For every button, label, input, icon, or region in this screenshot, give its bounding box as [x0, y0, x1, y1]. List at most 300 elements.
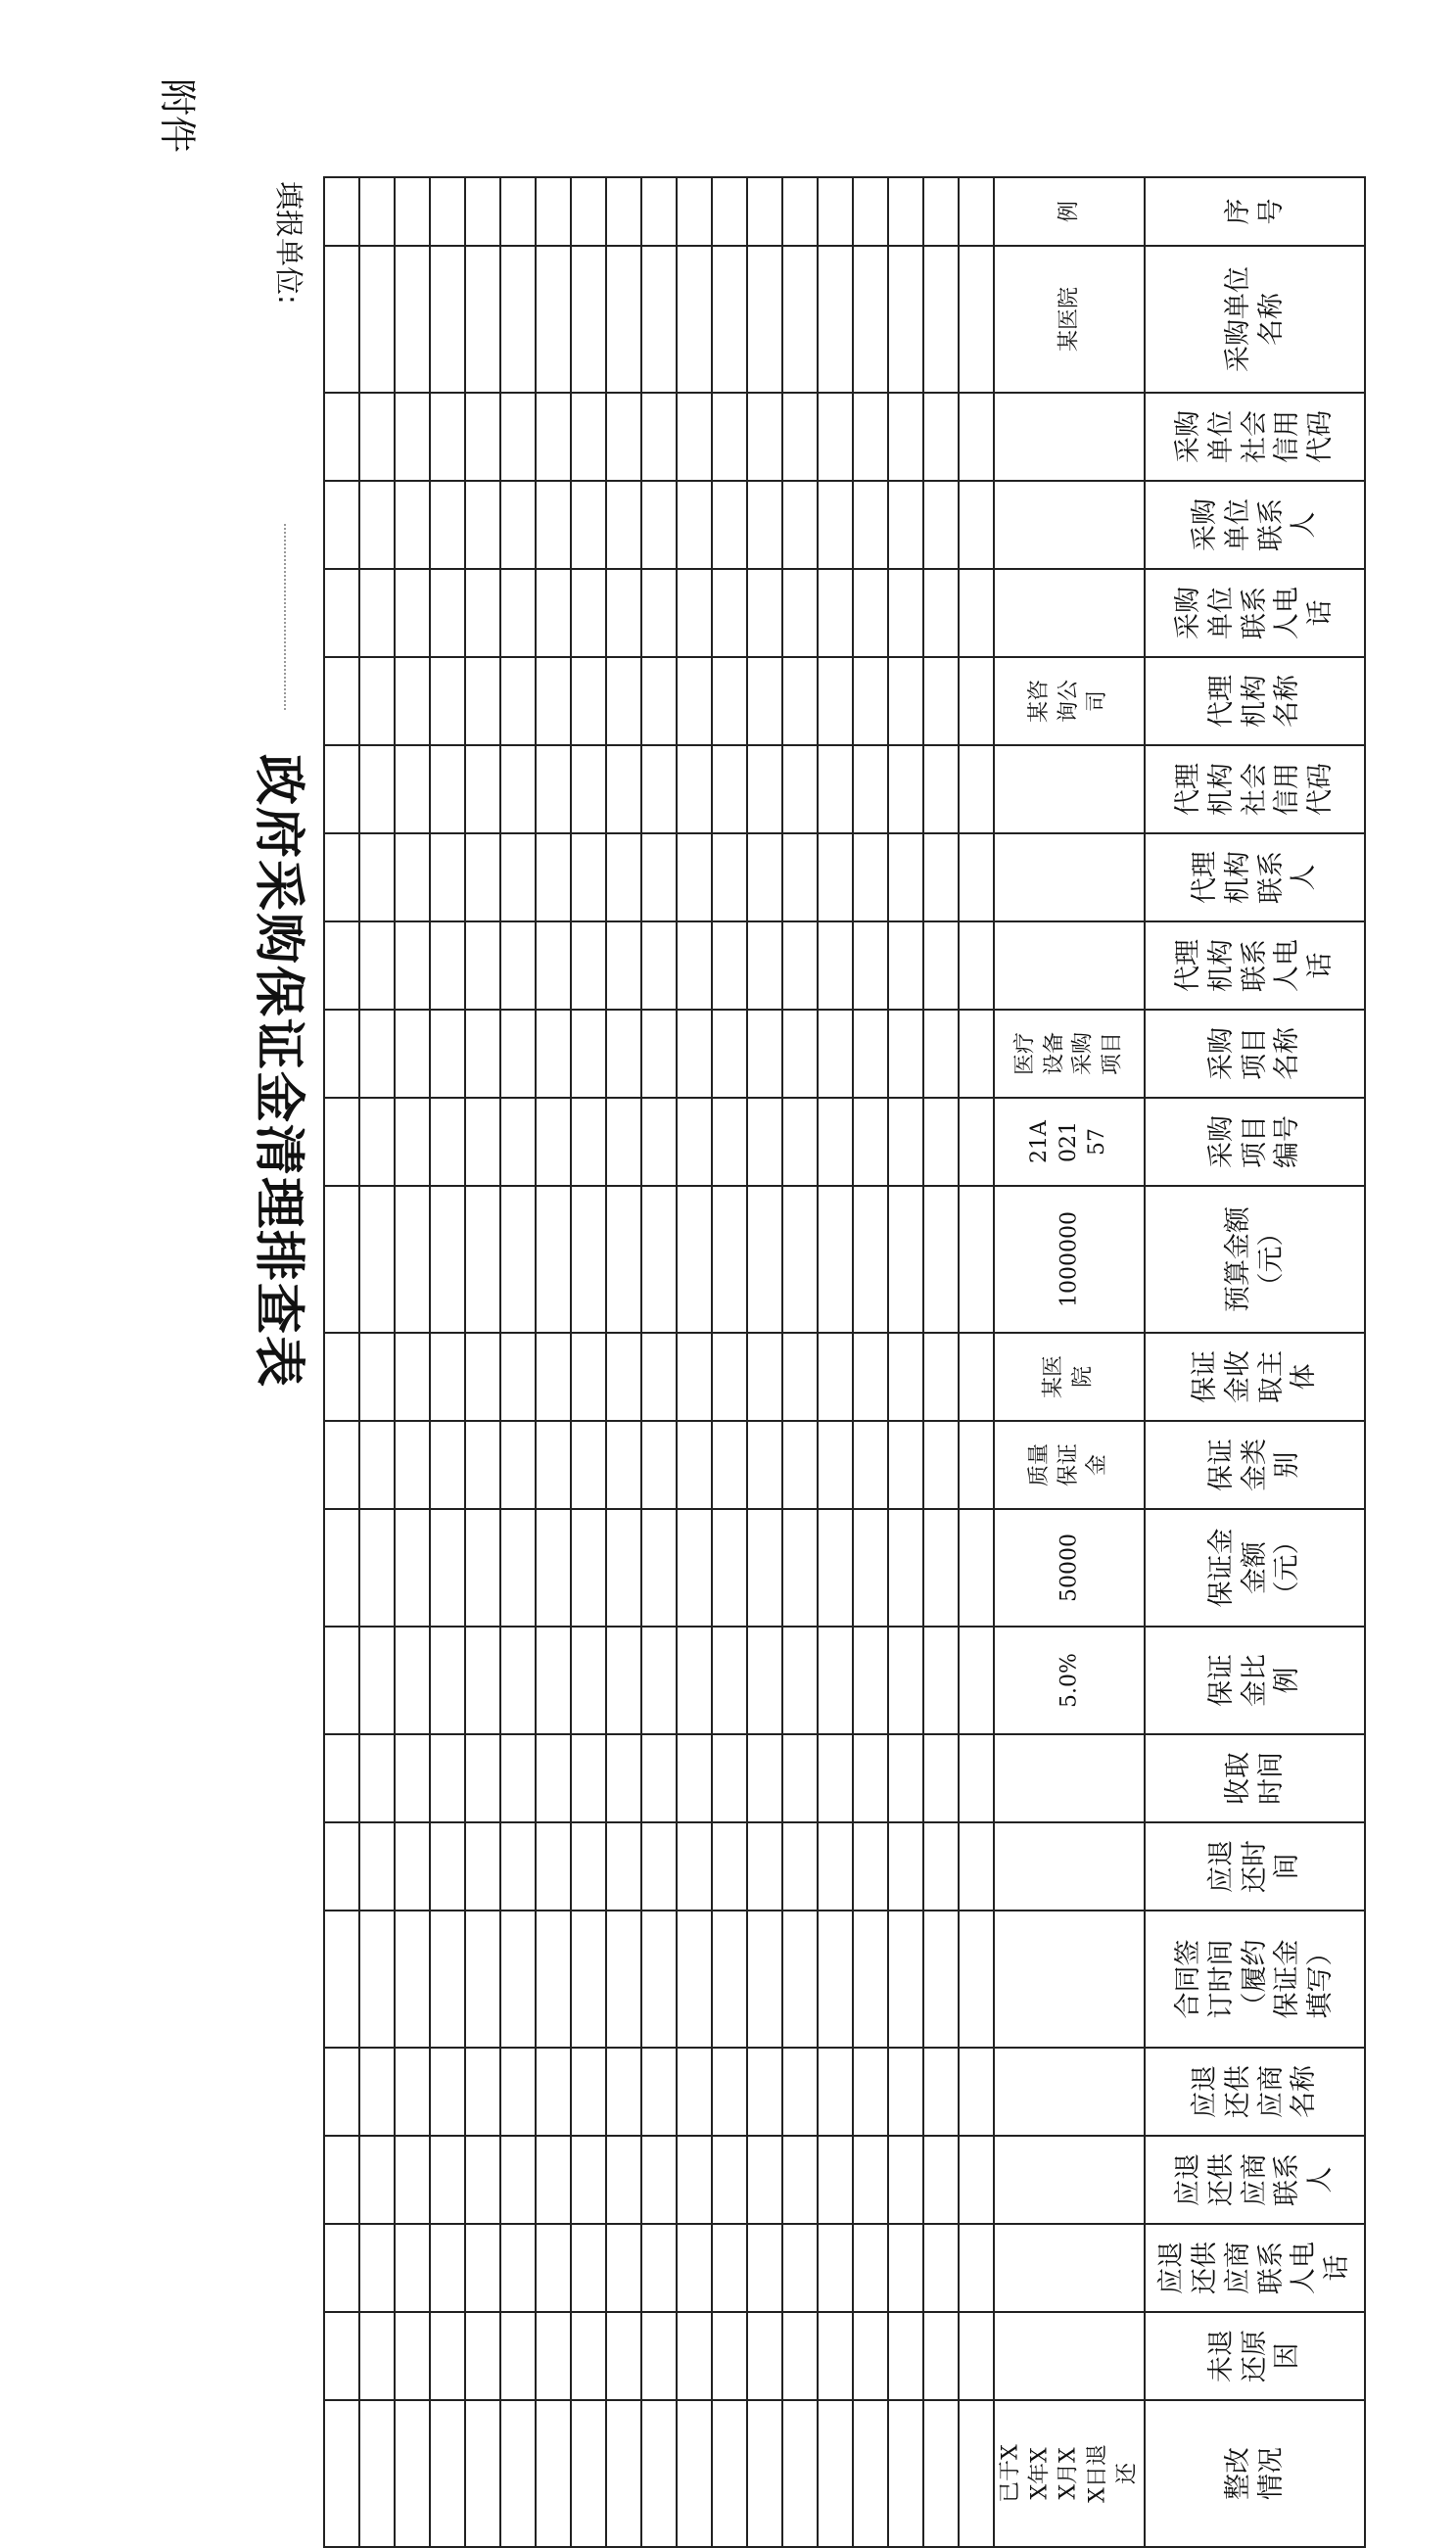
- empty-cell[interactable]: [536, 921, 571, 1010]
- empty-cell[interactable]: [430, 2400, 465, 2547]
- empty-cell[interactable]: [500, 1734, 536, 1822]
- empty-cell[interactable]: [641, 2400, 677, 2547]
- empty-cell[interactable]: [712, 1333, 747, 1421]
- empty-cell[interactable]: [677, 1010, 712, 1098]
- empty-cell[interactable]: [641, 481, 677, 569]
- empty-cell[interactable]: [500, 745, 536, 833]
- empty-cell[interactable]: [465, 569, 500, 657]
- empty-cell[interactable]: [359, 833, 395, 921]
- empty-cell[interactable]: [430, 1186, 465, 1333]
- empty-cell[interactable]: [677, 2312, 712, 2400]
- empty-cell[interactable]: [500, 1186, 536, 1333]
- empty-cell[interactable]: [818, 1421, 853, 1509]
- empty-cell[interactable]: [677, 1421, 712, 1509]
- empty-cell[interactable]: [465, 1911, 500, 2048]
- empty-cell[interactable]: [395, 1911, 430, 2048]
- empty-cell[interactable]: [641, 2224, 677, 2312]
- empty-cell[interactable]: [324, 2400, 359, 2547]
- empty-cell[interactable]: [853, 393, 888, 481]
- empty-cell[interactable]: [536, 1421, 571, 1509]
- empty-cell[interactable]: [641, 1186, 677, 1333]
- empty-cell[interactable]: [430, 1010, 465, 1098]
- empty-cell[interactable]: [324, 1627, 359, 1734]
- empty-cell[interactable]: [430, 1333, 465, 1421]
- empty-cell[interactable]: [818, 833, 853, 921]
- empty-cell[interactable]: [500, 177, 536, 246]
- empty-cell[interactable]: [500, 1627, 536, 1734]
- empty-cell[interactable]: [959, 569, 994, 657]
- empty-cell[interactable]: [359, 1911, 395, 2048]
- empty-cell[interactable]: [465, 833, 500, 921]
- empty-cell[interactable]: [606, 1911, 641, 2048]
- empty-cell[interactable]: [747, 1186, 782, 1333]
- empty-cell[interactable]: [430, 1098, 465, 1186]
- empty-cell[interactable]: [853, 1421, 888, 1509]
- empty-cell[interactable]: [359, 246, 395, 393]
- empty-cell[interactable]: [430, 1627, 465, 1734]
- empty-cell[interactable]: [500, 481, 536, 569]
- empty-cell[interactable]: [853, 1098, 888, 1186]
- empty-cell[interactable]: [888, 1509, 923, 1627]
- empty-cell[interactable]: [571, 2400, 606, 2547]
- empty-cell[interactable]: [465, 1098, 500, 1186]
- empty-cell[interactable]: [465, 1509, 500, 1627]
- empty-cell[interactable]: [888, 1098, 923, 1186]
- empty-cell[interactable]: [500, 2312, 536, 2400]
- empty-cell[interactable]: [853, 569, 888, 657]
- empty-cell[interactable]: [359, 657, 395, 745]
- empty-cell[interactable]: [853, 2224, 888, 2312]
- empty-cell[interactable]: [853, 2136, 888, 2224]
- empty-cell[interactable]: [606, 745, 641, 833]
- empty-cell[interactable]: [747, 1010, 782, 1098]
- empty-cell[interactable]: [641, 1734, 677, 1822]
- empty-cell[interactable]: [571, 1333, 606, 1421]
- empty-cell[interactable]: [888, 1333, 923, 1421]
- empty-cell[interactable]: [818, 745, 853, 833]
- empty-cell[interactable]: [923, 1734, 959, 1822]
- empty-cell[interactable]: [465, 177, 500, 246]
- empty-cell[interactable]: [500, 2400, 536, 2547]
- empty-cell[interactable]: [782, 1911, 818, 2048]
- empty-cell[interactable]: [500, 1010, 536, 1098]
- empty-cell[interactable]: [923, 1333, 959, 1421]
- empty-cell[interactable]: [782, 393, 818, 481]
- empty-cell[interactable]: [571, 246, 606, 393]
- empty-cell[interactable]: [571, 481, 606, 569]
- empty-cell[interactable]: [712, 393, 747, 481]
- empty-cell[interactable]: [712, 745, 747, 833]
- empty-cell[interactable]: [747, 393, 782, 481]
- empty-cell[interactable]: [395, 569, 430, 657]
- empty-cell[interactable]: [359, 393, 395, 481]
- empty-cell[interactable]: [641, 177, 677, 246]
- empty-cell[interactable]: [818, 2312, 853, 2400]
- empty-cell[interactable]: [359, 481, 395, 569]
- empty-cell[interactable]: [747, 1421, 782, 1509]
- empty-cell[interactable]: [606, 833, 641, 921]
- empty-cell[interactable]: [712, 2312, 747, 2400]
- empty-cell[interactable]: [536, 657, 571, 745]
- empty-cell[interactable]: [430, 393, 465, 481]
- empty-cell[interactable]: [888, 1734, 923, 1822]
- empty-cell[interactable]: [395, 1421, 430, 1509]
- empty-cell[interactable]: [959, 1333, 994, 1421]
- empty-cell[interactable]: [324, 1333, 359, 1421]
- empty-cell[interactable]: [712, 1734, 747, 1822]
- empty-cell[interactable]: [641, 1822, 677, 1911]
- empty-cell[interactable]: [359, 745, 395, 833]
- empty-cell[interactable]: [571, 1010, 606, 1098]
- empty-cell[interactable]: [712, 2400, 747, 2547]
- empty-cell[interactable]: [853, 1186, 888, 1333]
- empty-cell[interactable]: [712, 177, 747, 246]
- empty-cell[interactable]: [923, 1010, 959, 1098]
- empty-cell[interactable]: [395, 1734, 430, 1822]
- empty-cell[interactable]: [782, 833, 818, 921]
- empty-cell[interactable]: [782, 921, 818, 1010]
- empty-cell[interactable]: [571, 2224, 606, 2312]
- empty-cell[interactable]: [571, 2312, 606, 2400]
- empty-cell[interactable]: [500, 1421, 536, 1509]
- empty-cell[interactable]: [395, 2136, 430, 2224]
- empty-cell[interactable]: [324, 833, 359, 921]
- empty-cell[interactable]: [606, 1098, 641, 1186]
- empty-cell[interactable]: [782, 481, 818, 569]
- empty-cell[interactable]: [923, 1822, 959, 1911]
- empty-cell[interactable]: [536, 1627, 571, 1734]
- empty-cell[interactable]: [712, 1186, 747, 1333]
- empty-cell[interactable]: [641, 246, 677, 393]
- empty-cell[interactable]: [712, 569, 747, 657]
- empty-cell[interactable]: [606, 393, 641, 481]
- empty-cell[interactable]: [712, 1509, 747, 1627]
- empty-cell[interactable]: [818, 1911, 853, 2048]
- empty-cell[interactable]: [500, 921, 536, 1010]
- empty-cell[interactable]: [395, 2312, 430, 2400]
- empty-cell[interactable]: [536, 2400, 571, 2547]
- empty-cell[interactable]: [923, 1421, 959, 1509]
- empty-cell[interactable]: [359, 2224, 395, 2312]
- empty-cell[interactable]: [853, 177, 888, 246]
- empty-cell[interactable]: [923, 393, 959, 481]
- empty-cell[interactable]: [959, 393, 994, 481]
- empty-cell[interactable]: [888, 569, 923, 657]
- empty-cell[interactable]: [571, 569, 606, 657]
- empty-cell[interactable]: [747, 1911, 782, 2048]
- empty-cell[interactable]: [430, 745, 465, 833]
- empty-cell[interactable]: [324, 481, 359, 569]
- empty-cell[interactable]: [888, 1822, 923, 1911]
- empty-cell[interactable]: [536, 1911, 571, 2048]
- empty-cell[interactable]: [536, 1010, 571, 1098]
- empty-cell[interactable]: [465, 2136, 500, 2224]
- empty-cell[interactable]: [430, 2312, 465, 2400]
- empty-cell[interactable]: [923, 1627, 959, 1734]
- empty-cell[interactable]: [747, 2136, 782, 2224]
- empty-cell[interactable]: [923, 246, 959, 393]
- empty-cell[interactable]: [747, 921, 782, 1010]
- empty-cell[interactable]: [359, 1098, 395, 1186]
- empty-cell[interactable]: [747, 246, 782, 393]
- empty-cell[interactable]: [853, 481, 888, 569]
- empty-cell[interactable]: [677, 1098, 712, 1186]
- empty-cell[interactable]: [782, 2224, 818, 2312]
- empty-cell[interactable]: [747, 1734, 782, 1822]
- empty-cell[interactable]: [606, 481, 641, 569]
- empty-cell[interactable]: [747, 1333, 782, 1421]
- empty-cell[interactable]: [853, 1911, 888, 2048]
- empty-cell[interactable]: [888, 2312, 923, 2400]
- empty-cell[interactable]: [818, 1822, 853, 1911]
- empty-cell[interactable]: [395, 921, 430, 1010]
- empty-cell[interactable]: [500, 1509, 536, 1627]
- empty-cell[interactable]: [641, 745, 677, 833]
- empty-cell[interactable]: [747, 745, 782, 833]
- empty-cell[interactable]: [430, 1822, 465, 1911]
- empty-cell[interactable]: [536, 177, 571, 246]
- empty-cell[interactable]: [677, 2400, 712, 2547]
- empty-cell[interactable]: [395, 393, 430, 481]
- empty-cell[interactable]: [324, 745, 359, 833]
- empty-cell[interactable]: [747, 1098, 782, 1186]
- empty-cell[interactable]: [359, 2400, 395, 2547]
- empty-cell[interactable]: [641, 1098, 677, 1186]
- empty-cell[interactable]: [641, 1010, 677, 1098]
- empty-cell[interactable]: [712, 481, 747, 569]
- empty-cell[interactable]: [677, 921, 712, 1010]
- empty-cell[interactable]: [571, 921, 606, 1010]
- empty-cell[interactable]: [536, 1333, 571, 1421]
- empty-cell[interactable]: [395, 2400, 430, 2547]
- empty-cell[interactable]: [712, 1421, 747, 1509]
- empty-cell[interactable]: [536, 1186, 571, 1333]
- empty-cell[interactable]: [818, 2136, 853, 2224]
- empty-cell[interactable]: [359, 921, 395, 1010]
- empty-cell[interactable]: [500, 1098, 536, 1186]
- empty-cell[interactable]: [359, 1509, 395, 1627]
- empty-cell[interactable]: [641, 2136, 677, 2224]
- empty-cell[interactable]: [853, 657, 888, 745]
- empty-cell[interactable]: [430, 657, 465, 745]
- empty-cell[interactable]: [782, 1098, 818, 1186]
- empty-cell[interactable]: [430, 2136, 465, 2224]
- empty-cell[interactable]: [782, 1421, 818, 1509]
- empty-cell[interactable]: [430, 2224, 465, 2312]
- empty-cell[interactable]: [359, 1333, 395, 1421]
- empty-cell[interactable]: [888, 1627, 923, 1734]
- empty-cell[interactable]: [641, 569, 677, 657]
- empty-cell[interactable]: [324, 2136, 359, 2224]
- empty-cell[interactable]: [324, 1098, 359, 1186]
- empty-cell[interactable]: [712, 921, 747, 1010]
- empty-cell[interactable]: [324, 393, 359, 481]
- empty-cell[interactable]: [782, 1627, 818, 1734]
- empty-cell[interactable]: [959, 1421, 994, 1509]
- empty-cell[interactable]: [606, 921, 641, 1010]
- empty-cell[interactable]: [500, 2136, 536, 2224]
- empty-cell[interactable]: [747, 569, 782, 657]
- empty-cell[interactable]: [888, 1186, 923, 1333]
- empty-cell[interactable]: [571, 833, 606, 921]
- empty-cell[interactable]: [536, 1509, 571, 1627]
- empty-cell[interactable]: [853, 1509, 888, 1627]
- empty-cell[interactable]: [606, 1627, 641, 1734]
- empty-cell[interactable]: [465, 1333, 500, 1421]
- empty-cell[interactable]: [677, 1627, 712, 1734]
- empty-cell[interactable]: [430, 246, 465, 393]
- empty-cell[interactable]: [677, 246, 712, 393]
- empty-cell[interactable]: [324, 1010, 359, 1098]
- empty-cell[interactable]: [359, 2312, 395, 2400]
- empty-cell[interactable]: [677, 1734, 712, 1822]
- empty-cell[interactable]: [888, 246, 923, 393]
- empty-cell[interactable]: [923, 833, 959, 921]
- empty-cell[interactable]: [712, 1911, 747, 2048]
- empty-cell[interactable]: [853, 1822, 888, 1911]
- empty-cell[interactable]: [324, 2312, 359, 2400]
- empty-cell[interactable]: [818, 1627, 853, 1734]
- empty-cell[interactable]: [536, 246, 571, 393]
- empty-cell[interactable]: [430, 921, 465, 1010]
- empty-cell[interactable]: [782, 657, 818, 745]
- empty-cell[interactable]: [712, 833, 747, 921]
- empty-cell[interactable]: [641, 1421, 677, 1509]
- empty-cell[interactable]: [641, 2312, 677, 2400]
- empty-cell[interactable]: [359, 1822, 395, 1911]
- empty-cell[interactable]: [782, 1010, 818, 1098]
- empty-cell[interactable]: [641, 1627, 677, 1734]
- empty-cell[interactable]: [853, 2400, 888, 2547]
- empty-cell[interactable]: [465, 745, 500, 833]
- empty-cell[interactable]: [641, 1509, 677, 1627]
- empty-cell[interactable]: [465, 2224, 500, 2312]
- empty-cell[interactable]: [818, 1186, 853, 1333]
- empty-cell[interactable]: [606, 1010, 641, 1098]
- empty-cell[interactable]: [677, 1186, 712, 1333]
- empty-cell[interactable]: [536, 481, 571, 569]
- empty-cell[interactable]: [606, 2312, 641, 2400]
- empty-cell[interactable]: [641, 921, 677, 1010]
- empty-cell[interactable]: [606, 2224, 641, 2312]
- empty-cell[interactable]: [395, 833, 430, 921]
- empty-cell[interactable]: [571, 1627, 606, 1734]
- empty-cell[interactable]: [677, 1509, 712, 1627]
- empty-cell[interactable]: [712, 1098, 747, 1186]
- empty-cell[interactable]: [818, 481, 853, 569]
- empty-cell[interactable]: [536, 393, 571, 481]
- empty-cell[interactable]: [324, 569, 359, 657]
- empty-cell[interactable]: [465, 1010, 500, 1098]
- empty-cell[interactable]: [959, 246, 994, 393]
- empty-cell[interactable]: [571, 1186, 606, 1333]
- empty-cell[interactable]: [923, 2136, 959, 2224]
- empty-cell[interactable]: [606, 569, 641, 657]
- empty-cell[interactable]: [923, 921, 959, 1010]
- empty-cell[interactable]: [747, 177, 782, 246]
- empty-cell[interactable]: [853, 1627, 888, 1734]
- empty-cell[interactable]: [536, 569, 571, 657]
- empty-cell[interactable]: [500, 657, 536, 745]
- empty-cell[interactable]: [641, 833, 677, 921]
- empty-cell[interactable]: [818, 1333, 853, 1421]
- empty-cell[interactable]: [853, 1734, 888, 1822]
- empty-cell[interactable]: [500, 1333, 536, 1421]
- empty-cell[interactable]: [782, 2136, 818, 2224]
- empty-cell[interactable]: [923, 657, 959, 745]
- empty-cell[interactable]: [782, 177, 818, 246]
- empty-cell[interactable]: [536, 1098, 571, 1186]
- empty-cell[interactable]: [536, 1822, 571, 1911]
- empty-cell[interactable]: [677, 177, 712, 246]
- empty-cell[interactable]: [430, 1911, 465, 2048]
- empty-cell[interactable]: [959, 2224, 994, 2312]
- empty-cell[interactable]: [782, 2312, 818, 2400]
- empty-cell[interactable]: [888, 393, 923, 481]
- empty-cell[interactable]: [747, 481, 782, 569]
- empty-cell[interactable]: [324, 1734, 359, 1822]
- empty-cell[interactable]: [782, 569, 818, 657]
- empty-cell[interactable]: [465, 1186, 500, 1333]
- empty-cell[interactable]: [606, 1333, 641, 1421]
- empty-cell[interactable]: [959, 1911, 994, 2048]
- empty-cell[interactable]: [430, 177, 465, 246]
- empty-cell[interactable]: [959, 2400, 994, 2547]
- empty-cell[interactable]: [818, 569, 853, 657]
- empty-cell[interactable]: [430, 1509, 465, 1627]
- empty-cell[interactable]: [606, 1186, 641, 1333]
- empty-cell[interactable]: [500, 393, 536, 481]
- empty-cell[interactable]: [853, 745, 888, 833]
- empty-cell[interactable]: [359, 1627, 395, 1734]
- empty-cell[interactable]: [641, 1911, 677, 2048]
- empty-cell[interactable]: [395, 1627, 430, 1734]
- empty-cell[interactable]: [324, 1911, 359, 2048]
- empty-cell[interactable]: [818, 2400, 853, 2547]
- empty-cell[interactable]: [853, 1010, 888, 1098]
- empty-cell[interactable]: [923, 1186, 959, 1333]
- empty-cell[interactable]: [712, 2136, 747, 2224]
- empty-cell[interactable]: [818, 1010, 853, 1098]
- empty-cell[interactable]: [571, 1421, 606, 1509]
- empty-cell[interactable]: [959, 2136, 994, 2224]
- empty-cell[interactable]: [677, 1333, 712, 1421]
- empty-cell[interactable]: [782, 1509, 818, 1627]
- empty-cell[interactable]: [500, 246, 536, 393]
- empty-cell[interactable]: [465, 2312, 500, 2400]
- empty-cell[interactable]: [359, 569, 395, 657]
- empty-cell[interactable]: [818, 246, 853, 393]
- empty-cell[interactable]: [677, 481, 712, 569]
- empty-cell[interactable]: [641, 657, 677, 745]
- empty-cell[interactable]: [324, 246, 359, 393]
- empty-cell[interactable]: [923, 177, 959, 246]
- empty-cell[interactable]: [782, 1734, 818, 1822]
- empty-cell[interactable]: [959, 2312, 994, 2400]
- empty-cell[interactable]: [853, 246, 888, 393]
- empty-cell[interactable]: [712, 1010, 747, 1098]
- empty-cell[interactable]: [959, 1010, 994, 1098]
- empty-cell[interactable]: [888, 2136, 923, 2224]
- empty-cell[interactable]: [923, 1098, 959, 1186]
- empty-cell[interactable]: [959, 745, 994, 833]
- empty-cell[interactable]: [324, 921, 359, 1010]
- empty-cell[interactable]: [359, 177, 395, 246]
- empty-cell[interactable]: [324, 1186, 359, 1333]
- empty-cell[interactable]: [606, 2400, 641, 2547]
- empty-cell[interactable]: [747, 657, 782, 745]
- empty-cell[interactable]: [395, 1822, 430, 1911]
